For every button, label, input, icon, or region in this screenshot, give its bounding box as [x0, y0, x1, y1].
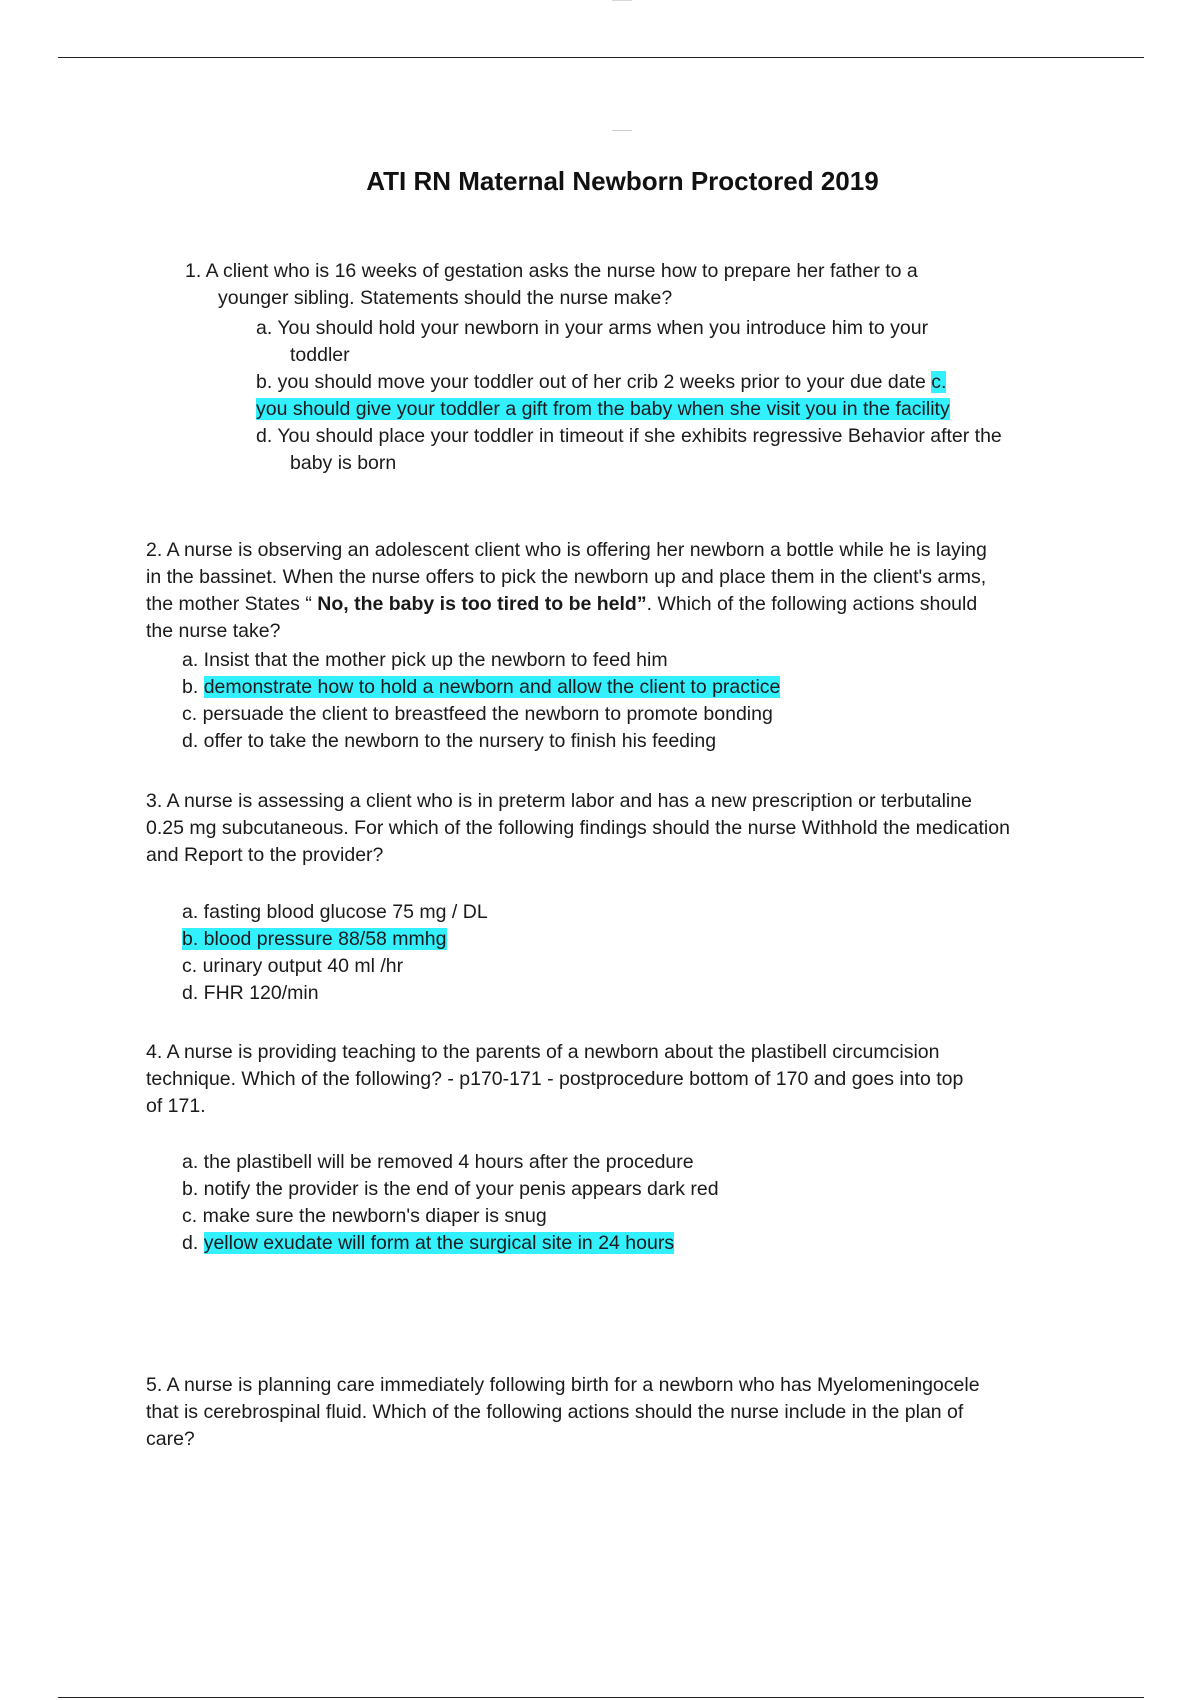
question-stem-line: younger sibling. Statements should the nurse make? [218, 287, 673, 309]
question-1-options [256, 315, 946, 396]
correct-answer-highlight: demonstrate how to hold a newborn and allow the client to practice [203, 676, 781, 698]
question-stem-line: care? [146, 1428, 195, 1450]
question-stem-line: 1. A client who is 16 weeks of gestation asks the nurse how to prepare her father to a [185, 260, 918, 282]
answer-option-c: c. make sure the newborn's diaper is snug [182, 1205, 547, 1227]
answer-option-c: c. urinary output 40 ml /hr [182, 955, 404, 977]
header-mark [612, 0, 632, 1]
question-3-options [182, 899, 488, 1007]
question-stem-line: 3. A nurse is assessing a client who is in preterm labor and has a new prescription or terbutaline [146, 790, 972, 812]
answer-option-d-cont: baby is born [290, 452, 397, 474]
question-stem-line: of 171. [146, 1095, 206, 1117]
correct-answer-highlight: b. blood pressure 88/58 mmhg [182, 928, 447, 950]
quoted-statement: No, the baby is too tired to be held” [317, 593, 647, 615]
question-3 [146, 788, 1010, 869]
answer-option-a: a. the plastibell will be removed 4 hours after the procedure [182, 1151, 694, 1173]
answer-option-b: b. demonstrate how to hold a newborn and allow the client to practice [182, 676, 781, 698]
correct-answer-highlight: yellow exudate will form at the surgical site in 24 hours [203, 1232, 675, 1254]
answer-option-a: a. Insist that the mother pick up the newborn to feed him [182, 649, 668, 671]
question-4-options [182, 1149, 719, 1257]
question-2 [146, 537, 987, 645]
question-5 [146, 1372, 980, 1453]
answer-option-c: c. persuade the client to breastfeed the newborn to promote bonding [182, 703, 773, 725]
question-stem-line: the nurse take? [146, 620, 281, 642]
answer-option-d: d. FHR 120/min [182, 982, 319, 1004]
correct-answer-highlight: you should give your toddler a gift from the baby when she visit you in the facility [256, 398, 950, 420]
question-stem-line: 2. A nurse is observing an adolescent client who is offering her newborn a bottle while he is laying [146, 539, 987, 561]
question-stem-line: in the bassinet. When the nurse offers to pick the newborn up and place them in the client's arms, [146, 566, 987, 588]
answer-option-b: b. you should move your toddler out of her crib 2 weeks prior to your due date c. [256, 371, 947, 393]
answer-option-a: a. You should hold your newborn in your arms when you introduce him to your [256, 317, 929, 339]
page-mark [612, 130, 632, 131]
question-1 [185, 258, 918, 312]
answer-option-a: a. fasting blood glucose 75 mg / DL [182, 901, 488, 923]
answer-option-d: d. offer to take the newborn to the nursery to finish his feeding [182, 730, 717, 752]
question-stem-line: the mother States “ No, the baby is too tired to be held”. Which of the following actions should [146, 593, 978, 615]
question-stem-line: 5. A nurse is planning care immediately following birth for a newborn who has Myelomeningocele [146, 1374, 980, 1396]
question-stem-line: 0.25 mg subcutaneous. For which of the following findings should the nurse Withhold the medication [146, 817, 1010, 839]
question-stem-line: and Report to the provider? [146, 844, 384, 866]
question-stem-line: that is cerebrospinal fluid. Which of the following actions should the nurse include in the plan of [146, 1401, 964, 1423]
answer-option-d: d. yellow exudate will form at the surgical site in 24 hours [182, 1232, 675, 1254]
answer-option-c-highlight-start: c. [931, 371, 947, 393]
answer-option-d: d. You should place your toddler in timeout if she exhibits regressive Behavior after the [256, 425, 1002, 447]
answer-option-b: b. notify the provider is the end of your penis appears dark red [182, 1178, 719, 1200]
question-4 [146, 1039, 963, 1120]
bottom-rule [58, 1697, 1144, 1698]
top-rule [58, 57, 1144, 58]
question-1-correct [256, 396, 950, 423]
question-stem-line: 4. A nurse is providing teaching to the parents of a newborn about the plastibell circumcision [146, 1041, 940, 1063]
question-stem-line: technique. Which of the following? - p170-171 - postprocedure bottom of 170 and goes into top [146, 1068, 964, 1090]
answer-option-a-cont: toddler [290, 344, 350, 366]
question-1-option-d [256, 423, 1002, 477]
page-title: ATI RN Maternal Newborn Proctored 2019 [366, 166, 879, 196]
question-2-options [182, 647, 780, 755]
